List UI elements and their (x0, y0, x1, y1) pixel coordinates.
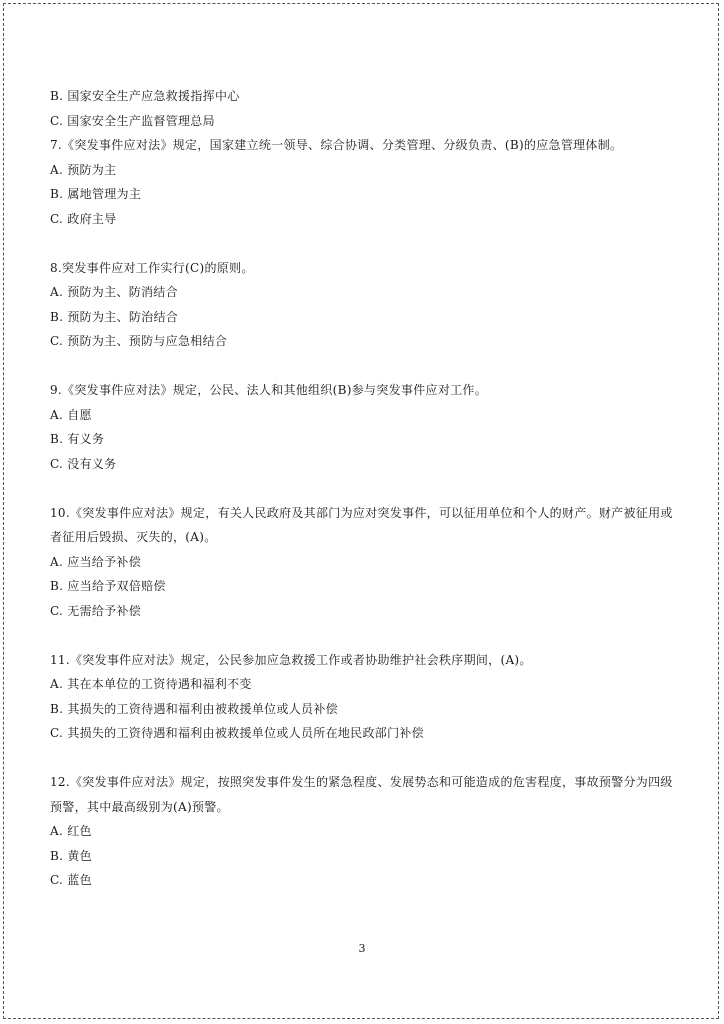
option-a: A. 应当给予补偿 (50, 554, 141, 569)
option-b: B. 有义务 (50, 432, 105, 446)
option-a: A. 其在本单位的工资待遇和福利不变 (50, 677, 252, 691)
option-b: B. 预防为主、防治结合 (50, 309, 179, 324)
question-11 (50, 648, 680, 746)
option-c-q6: C. 国家安全生产监督管理总局 (50, 113, 215, 128)
option-b: B. 属地管理为主 (50, 187, 142, 201)
option-c: C. 蓝色 (50, 873, 92, 887)
document-content (50, 84, 680, 893)
option-b: B. 应当给予双倍赔偿 (50, 579, 166, 593)
option-c: C. 没有义务 (50, 456, 117, 471)
question-stem: 11.《突发事件应对法》规定，公民参加应急救援工作或者协助维护社会秩序期间，(A)。 (50, 652, 532, 667)
question-9 (50, 378, 680, 476)
question-12 (50, 770, 680, 893)
page-number: 3 (358, 942, 366, 955)
question-stem: 12.《突发事件应对法》规定，按照突发事件发生的紧急程度、发展势态和可能造成的危害程度，事故预警分为四级预警，其中最高级别为(A)预警。 (50, 775, 673, 814)
option-c: C. 无需给予补偿 (50, 603, 142, 618)
option-a: A. 自愿 (50, 407, 92, 422)
option-c: C. 其损失的工资待遇和福利由被救援单位或人员所在地民政部门补偿 (50, 726, 424, 740)
question-8 (50, 256, 680, 354)
question-stem: 9.《突发事件应对法》规定，公民、法人和其他组织(B)参与突发事件应对工作。 (50, 383, 488, 397)
option-a: A. 预防为主 (50, 162, 117, 177)
question-stem: 10.《突发事件应对法》规定，有关人民政府及其部门为应对突发事件，可以征用单位和个人的财产。财产被征用或者征用后毁损、灭失的，(A)。 (50, 505, 673, 544)
option-c: C. 预防为主、预防与应急相结合 (50, 334, 228, 348)
option-b-q6: B. 国家安全生产应急救援指挥中心 (50, 89, 240, 103)
question-stem: 8.突发事件应对工作实行(C)的原则。 (50, 260, 254, 275)
option-b: B. 黄色 (50, 848, 92, 863)
option-a: A. 预防为主、防消结合 (50, 285, 178, 299)
option-c: C. 政府主导 (50, 211, 117, 226)
option-a: A. 红色 (50, 824, 92, 838)
question-7 (50, 133, 680, 231)
option-b: B. 其损失的工资待遇和福利由被救援单位或人员补偿 (50, 701, 338, 716)
question-stem: 7.《突发事件应对法》规定，国家建立统一领导、综合协调、分类管理、分级负责、(B)的应急管理体制。 (50, 138, 623, 152)
question-10 (50, 501, 680, 624)
